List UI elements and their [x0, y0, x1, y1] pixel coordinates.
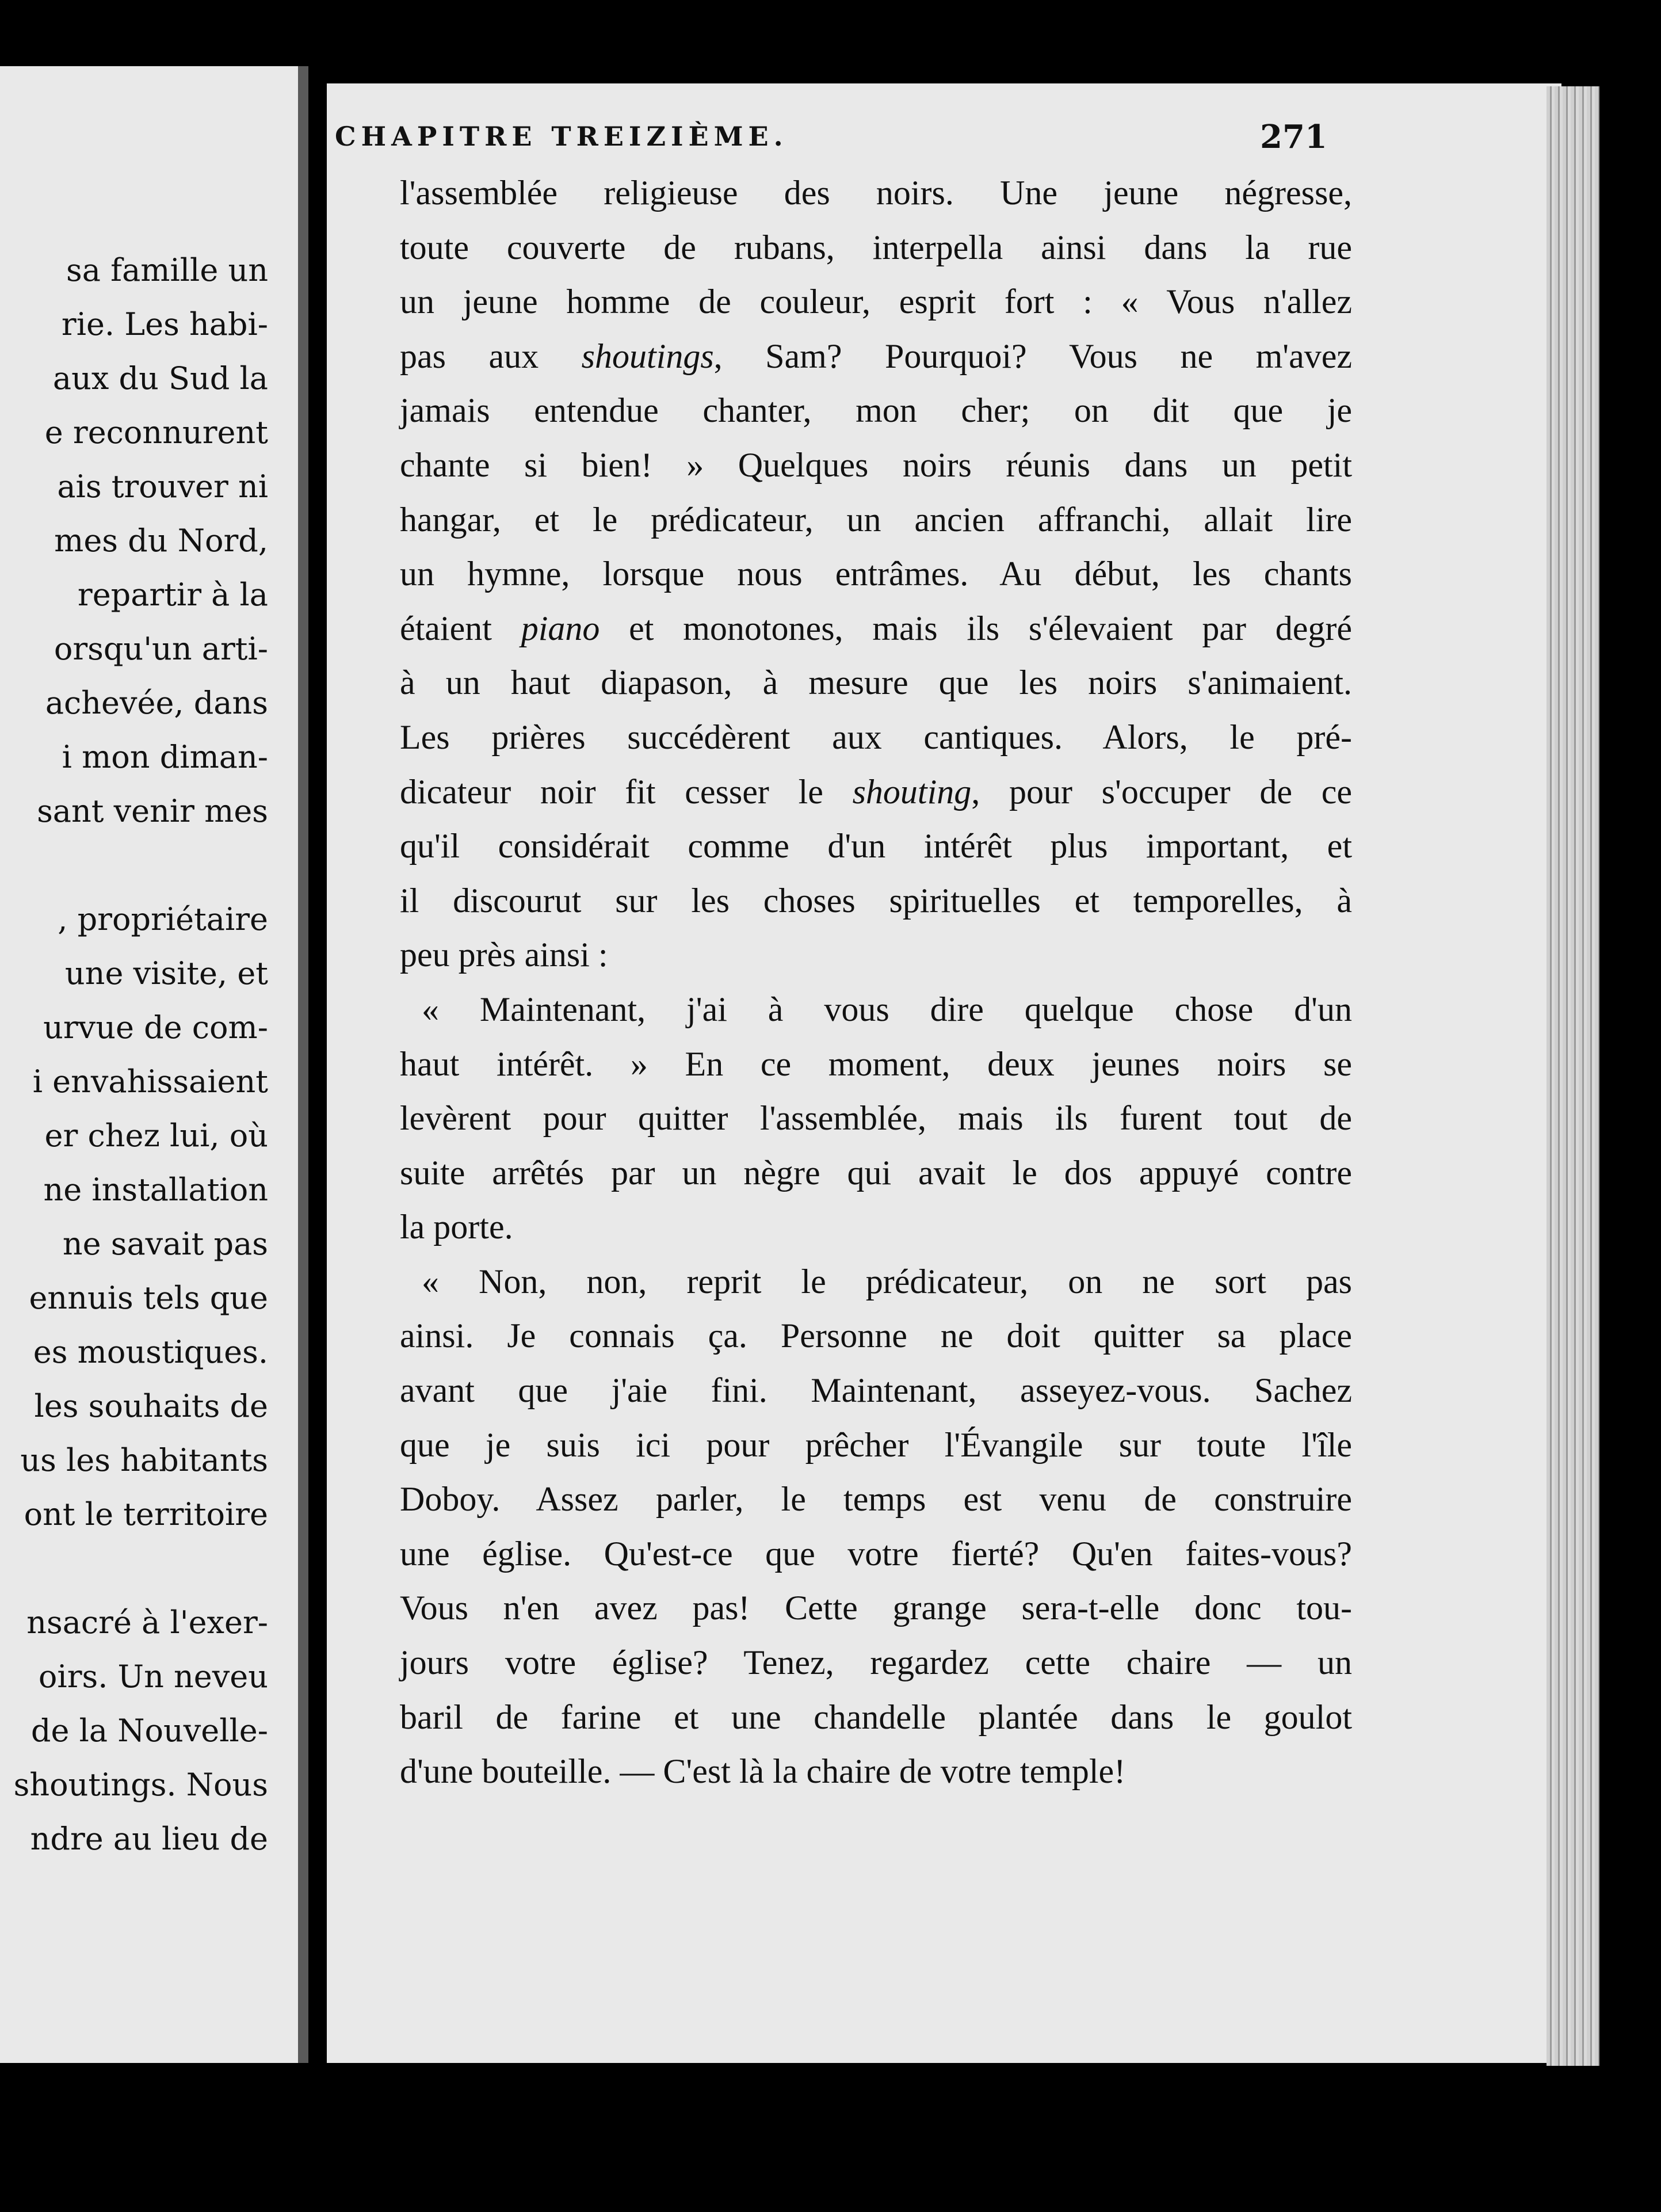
left-page-line: nsacré à l'exer- [26, 1604, 268, 1641]
text-line: qu'il considérait comme d'un intérêt plus important, et [400, 827, 1352, 865]
body-text [400, 166, 1352, 1799]
text-line: toute couverte de rubans, interpella ainsi dans la rue [400, 228, 1352, 266]
left-page-line: ont le territoire [24, 1496, 268, 1532]
text-line: jours votre église? Tenez, regardez cette chaire — un [400, 1643, 1352, 1682]
left-page-line: shoutings. Nous [13, 1767, 268, 1803]
left-page-line: er chez lui, où [44, 1118, 268, 1154]
page-number: 271 [1260, 118, 1327, 156]
text-line: avant que j'aie fini. Maintenant, asseyez-vous. Sachez [400, 1371, 1352, 1410]
paragraph [400, 166, 1352, 982]
left-page-line: us les habitants [20, 1442, 268, 1478]
text-line: Vous n'en avez pas! Cette grange sera-t-elle donc tou- [400, 1589, 1352, 1627]
text-line: dicateur noir fit cesser le shouting, pour s'occuper de ce [400, 772, 1352, 811]
text-line: baril de farine et une chandelle plantée dans le goulot [400, 1698, 1352, 1736]
text-line: à un haut diapason, à mesure que les noirs s'animaient. [400, 663, 1352, 702]
left-page-line [0, 1542, 268, 1596]
text-line: suite arrêtés par un nègre qui avait le dos appuyé contre [400, 1153, 1352, 1192]
left-page-line: , propriétaire [58, 901, 268, 937]
left-page-line [0, 838, 268, 893]
text-line: pas aux shoutings, Sam? Pourquoi? Vous ne m'avez [400, 337, 1352, 375]
text-line: Les prières succédèrent aux cantiques. Alors, le pré- [400, 718, 1352, 756]
left-page-line: ais trouver ni [57, 468, 268, 505]
paragraph [400, 982, 1352, 1254]
left-page-line: ne installation [43, 1172, 268, 1208]
text-line: hangar, et le prédicateur, un ancien affranchi, allait lire [400, 500, 1352, 539]
text-line: ainsi. Je connais ça. Personne ne doit quitter sa place [400, 1317, 1352, 1355]
left-page-line: e reconnurent [44, 414, 268, 451]
left-page-line: aux du Sud la [52, 360, 268, 396]
left-page-line: urvue de com- [43, 1009, 268, 1046]
left-page-line: une visite, et [64, 955, 268, 991]
left-page-line: ennuis tels que [29, 1280, 268, 1316]
text-line: étaient piano et monotones, mais ils s'élevaient par degré [400, 609, 1352, 647]
left-page-line: ndre au lieu de [30, 1821, 268, 1857]
left-page-line: oirs. Un neveu [38, 1658, 268, 1695]
text-line: d'une bouteille. — C'est là la chaire de votre temple! [400, 1752, 1126, 1791]
text-line: jamais entendue chanter, mon cher; on dit que je [400, 391, 1352, 430]
left-page-line: rie. Les habi- [61, 306, 268, 342]
left-page-line: i mon diman- [62, 739, 268, 775]
text-line: « Maintenant, j'ai à vous dire quelque chose d'un [422, 990, 1352, 1028]
gutter-shadow [298, 66, 308, 2063]
paragraph [400, 1254, 1352, 1799]
left-page-line: mes du Nord, [54, 523, 268, 559]
left-page-line: les souhaits de [34, 1388, 268, 1424]
left-page-line: de la Nouvelle- [30, 1713, 268, 1749]
text-line: une église. Qu'est-ce que votre fierté? Qu'en faites-vous? [400, 1534, 1352, 1573]
text-line: un jeune homme de couleur, esprit fort : « Vous n'allez [400, 283, 1352, 321]
left-page-line: sant venir mes [37, 793, 268, 829]
text-line: il discourut sur les choses spirituelles et temporelles, à [400, 881, 1352, 920]
left-page-line: achevée, dans [45, 685, 268, 721]
running-head: CHAPITRE TREIZIÈME. [335, 121, 788, 152]
left-page-line: ne savait pas [62, 1226, 268, 1262]
text-line: chante si bien! » Quelques noirs réunis dans un petit [400, 445, 1352, 484]
left-page-line: repartir à la [77, 577, 268, 613]
text-line: que je suis ici pour prêcher l'Évangile sur toute l'île [400, 1425, 1352, 1464]
text-line: l'assemblée religieuse des noirs. Une jeune négresse, [400, 174, 1352, 212]
text-line: la porte. [400, 1208, 513, 1246]
text-line: « Non, non, reprit le prédicateur, on ne sort pas [422, 1262, 1352, 1300]
left-page-text [0, 243, 268, 1866]
left-page [0, 66, 308, 2063]
text-line: peu près ainsi : [400, 936, 608, 974]
left-page-line: i envahissaient [32, 1063, 268, 1100]
text-line: levèrent pour quitter l'assemblée, mais ils furent tout de [400, 1099, 1352, 1138]
text-line: un hymne, lorsque nous entrâmes. Au début, les chants [400, 555, 1352, 593]
page-edges [1547, 86, 1599, 2066]
text-line: haut intérêt. » En ce moment, deux jeunes noirs se [400, 1044, 1352, 1083]
left-page-line: sa famille un [66, 252, 268, 288]
left-page-line: es moustiques. [33, 1334, 268, 1370]
text-line: Doboy. Assez parler, le temps est venu de construire [400, 1480, 1352, 1519]
left-page-line: orsqu'un arti- [54, 631, 268, 667]
